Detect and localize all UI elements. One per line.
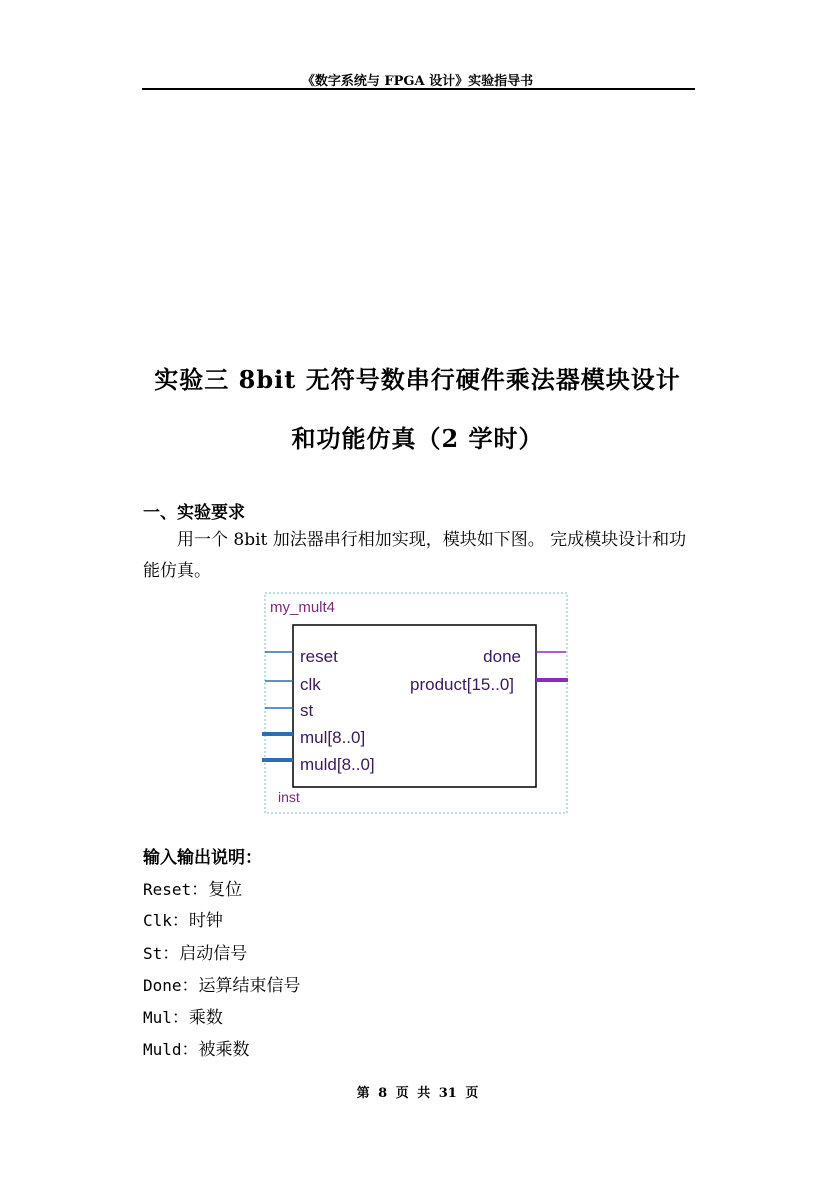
io-term: Reset: [143, 880, 192, 899]
instance-name-label: inst: [278, 789, 300, 805]
page-number-footer: 第 8 页 共 31 页: [356, 1086, 479, 1101]
requirements-paragraph: 用一个 8bit 加法器串行相加实现，模块如下图。 完成模块设计和功能仿真。: [143, 530, 687, 581]
io-item-clk: [143, 906, 223, 931]
io-description: 复位: [208, 880, 243, 900]
output-label-done: done: [483, 647, 521, 666]
header-divider: [142, 88, 695, 90]
io-separator: ：: [181, 1040, 199, 1060]
input-label-muld: muld[8..0]: [300, 755, 375, 774]
output-label-product: product[15..0]: [410, 675, 514, 694]
io-term: Done: [143, 976, 182, 995]
io-term: Clk: [143, 911, 172, 930]
module-block-diagram: [260, 590, 572, 816]
input-label-st: st: [300, 701, 314, 720]
input-label-mul: mul[8..0]: [300, 728, 366, 747]
io-separator: ：: [191, 880, 209, 900]
io-separator: ：: [171, 1008, 189, 1028]
io-term: St: [143, 944, 163, 963]
io-separator: ：: [162, 944, 180, 964]
io-description: 启动信号: [179, 944, 248, 964]
io-term: Muld: [143, 1040, 182, 1059]
io-item-st: [143, 939, 247, 964]
io-description: 运算结束信号: [198, 976, 301, 996]
module-name-label: my_mult4: [270, 599, 336, 616]
document-title-line-1: 实验三 8bit 无符号数串行硬件乘法器模块设计: [154, 365, 681, 394]
io-separator: ：: [171, 911, 189, 931]
io-item-reset: [143, 875, 242, 900]
document-title-line-2: 和功能仿真（2 学时）: [291, 424, 544, 453]
io-description: 被乘数: [198, 1040, 250, 1060]
io-item-done: [143, 971, 301, 996]
io-item-mul: [143, 1003, 223, 1028]
io-term: Mul: [143, 1008, 172, 1027]
section-heading-requirements: 一、实验要求: [143, 503, 245, 523]
io-item-muld: [143, 1035, 250, 1060]
input-label-reset: reset: [300, 647, 338, 666]
io-description-heading: 输入输出说明：: [143, 848, 262, 868]
io-description: 乘数: [188, 1008, 223, 1028]
running-header: 《数字系统与 FPGA 设计》实验指导书: [301, 74, 534, 89]
input-label-clk: clk: [300, 675, 321, 694]
io-description: 时钟: [188, 911, 223, 931]
io-separator: ：: [181, 976, 199, 996]
